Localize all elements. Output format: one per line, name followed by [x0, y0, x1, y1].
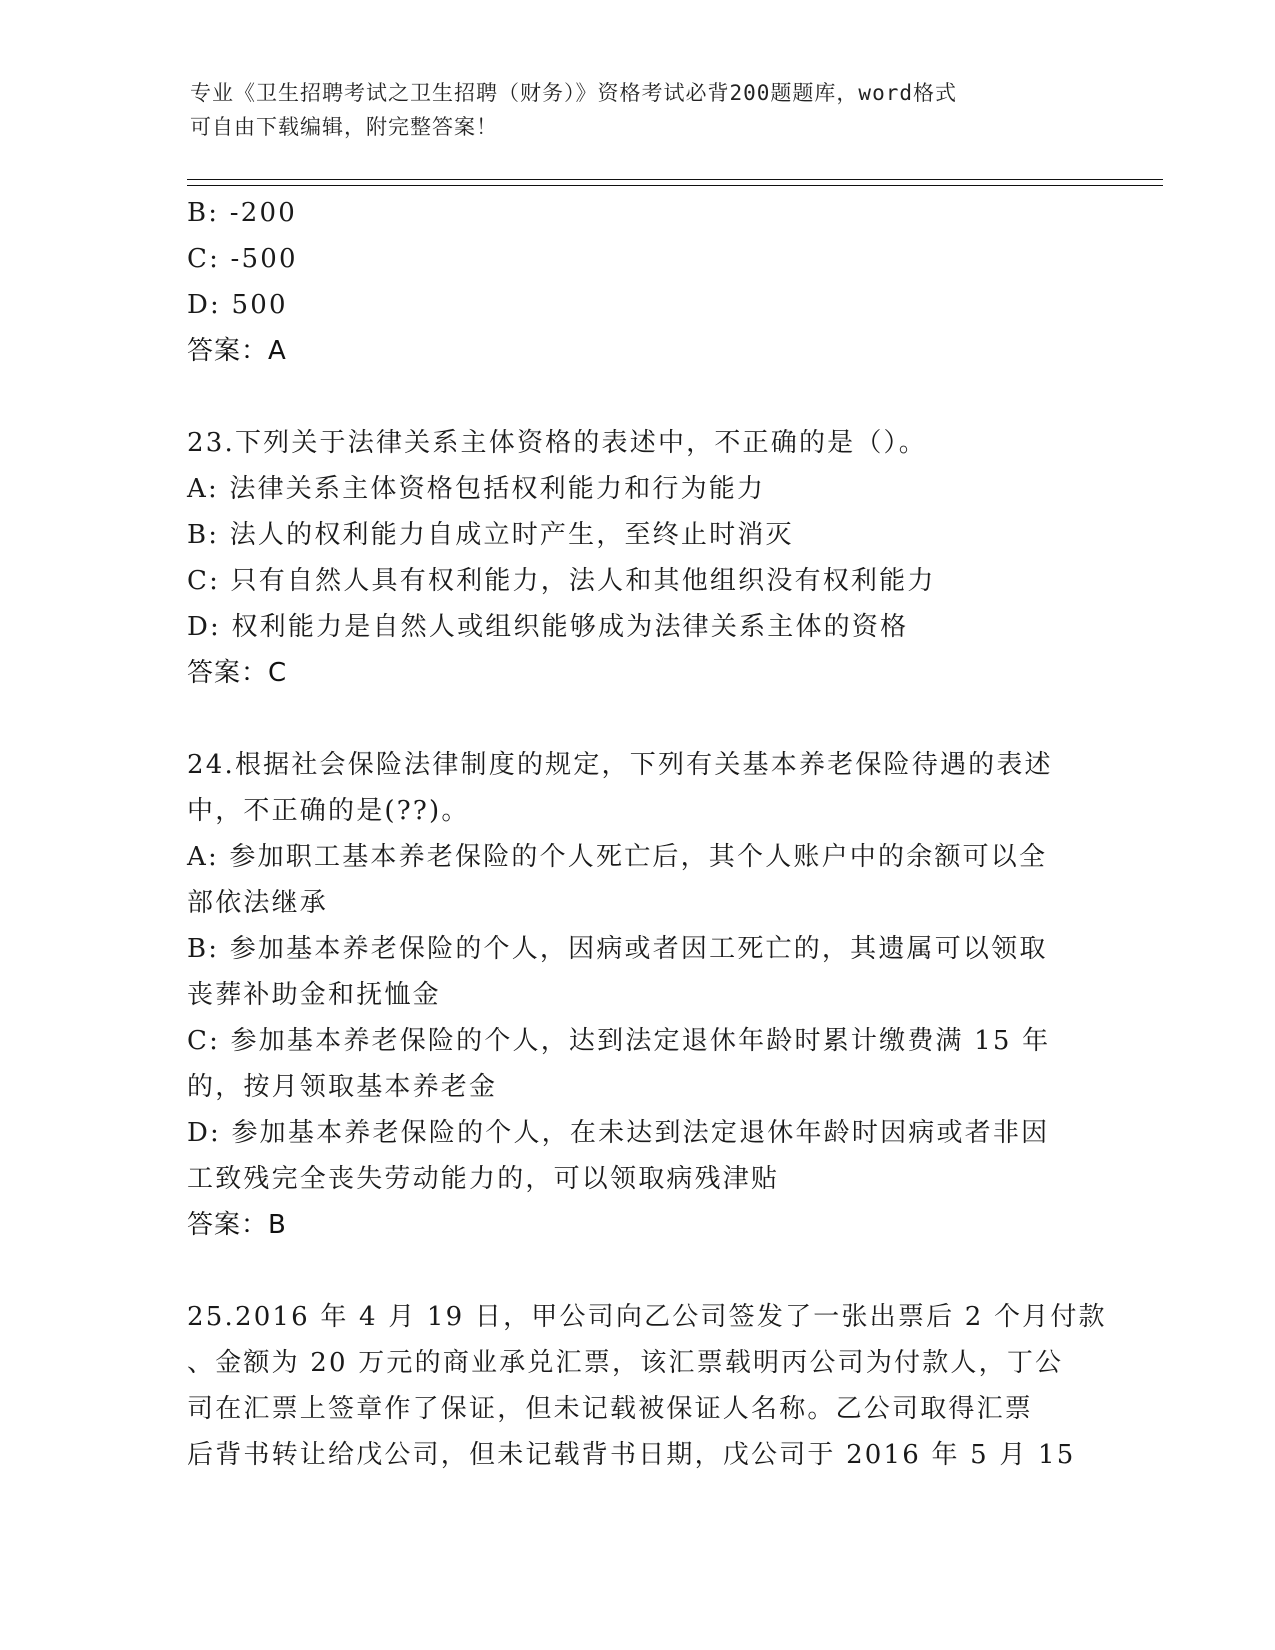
- q22-option-c: C: -500: [187, 244, 298, 274]
- q25-stem-line-4: 后背书转让给戊公司，但未记载背书日期，戊公司于 2016 年 5 月 15: [187, 1440, 1076, 1470]
- header-title-line-1: 专业《卫生招聘考试之卫生招聘（财务）》资格考试必背200题题库，word格式: [190, 81, 957, 105]
- q24-option-b-line-2: 丧葬补助金和抚恤金: [187, 980, 441, 1010]
- q24-answer: 答案：B: [187, 1210, 287, 1240]
- q24-option-b-line-1: B: 参加基本养老保险的个人，因病或者因工死亡的，其遗属可以领取: [187, 934, 1048, 964]
- question-24: [187, 742, 1087, 1248]
- q23-stem: 23.下列关于法律关系主体资格的表述中，不正确的是（）。: [187, 428, 927, 458]
- q23-option-a: A: 法律关系主体资格包括权利能力和行为能力: [187, 474, 766, 504]
- document-body: [187, 190, 1107, 1478]
- q22-option-d: D: 500: [187, 290, 288, 320]
- document-header: [190, 76, 1070, 144]
- q23-option-d: D: 权利能力是自然人或组织能够成为法律关系主体的资格: [187, 612, 909, 642]
- q23-answer: 答案：C: [187, 658, 288, 688]
- header-rule-top: [187, 179, 1163, 180]
- q24-option-d-line-2: 工致残完全丧失劳动能力的，可以领取病残津贴: [187, 1164, 780, 1194]
- header-title-line-2: 可自由下载编辑，附完整答案！: [190, 115, 498, 139]
- spacer: [187, 1248, 1087, 1294]
- spacer: [187, 374, 1087, 420]
- q24-option-d-line-1: D: 参加基本养老保险的个人，在未达到法定退休年龄时因病或者非因: [187, 1118, 1050, 1148]
- q24-stem-line-1: 24.根据社会保险法律制度的规定，下列有关基本养老保险待遇的表述: [187, 750, 1053, 780]
- q25-stem-line-2: 、金额为 20 万元的商业承兑汇票，该汇票载明丙公司为付款人，丁公: [187, 1348, 1064, 1378]
- question-25: [187, 1294, 1107, 1478]
- q23-option-c: C: 只有自然人具有权利能力，法人和其他组织没有权利能力: [187, 566, 936, 596]
- q24-option-a-line-1: A: 参加职工基本养老保险的个人死亡后，其个人账户中的余额可以全: [187, 842, 1048, 872]
- header-rule-bottom: [187, 185, 1163, 186]
- question-23: [187, 420, 1087, 696]
- q25-stem-line-3: 司在汇票上签章作了保证，但未记载被保证人名称。乙公司取得汇票: [187, 1394, 1034, 1424]
- q23-option-b: B: 法人的权利能力自成立时产生，至终止时消灭: [187, 520, 794, 550]
- spacer: [187, 696, 1087, 742]
- q24-option-a-line-2: 部依法继承: [187, 888, 329, 918]
- q22-answer: 答案：A: [187, 336, 287, 366]
- q22-option-b: B: -200: [187, 198, 297, 228]
- q24-stem-line-2: 中，不正确的是(??)。: [187, 796, 470, 826]
- question-22: [187, 190, 1087, 374]
- q25-stem-line-1: 25.2016 年 4 月 19 日，甲公司向乙公司签发了一张出票后 2 个月付款: [187, 1302, 1107, 1332]
- q24-option-c-line-1: C: 参加基本养老保险的个人，达到法定退休年龄时累计缴费满 15 年: [187, 1026, 1051, 1056]
- q24-option-c-line-2: 的，按月领取基本养老金: [187, 1072, 498, 1102]
